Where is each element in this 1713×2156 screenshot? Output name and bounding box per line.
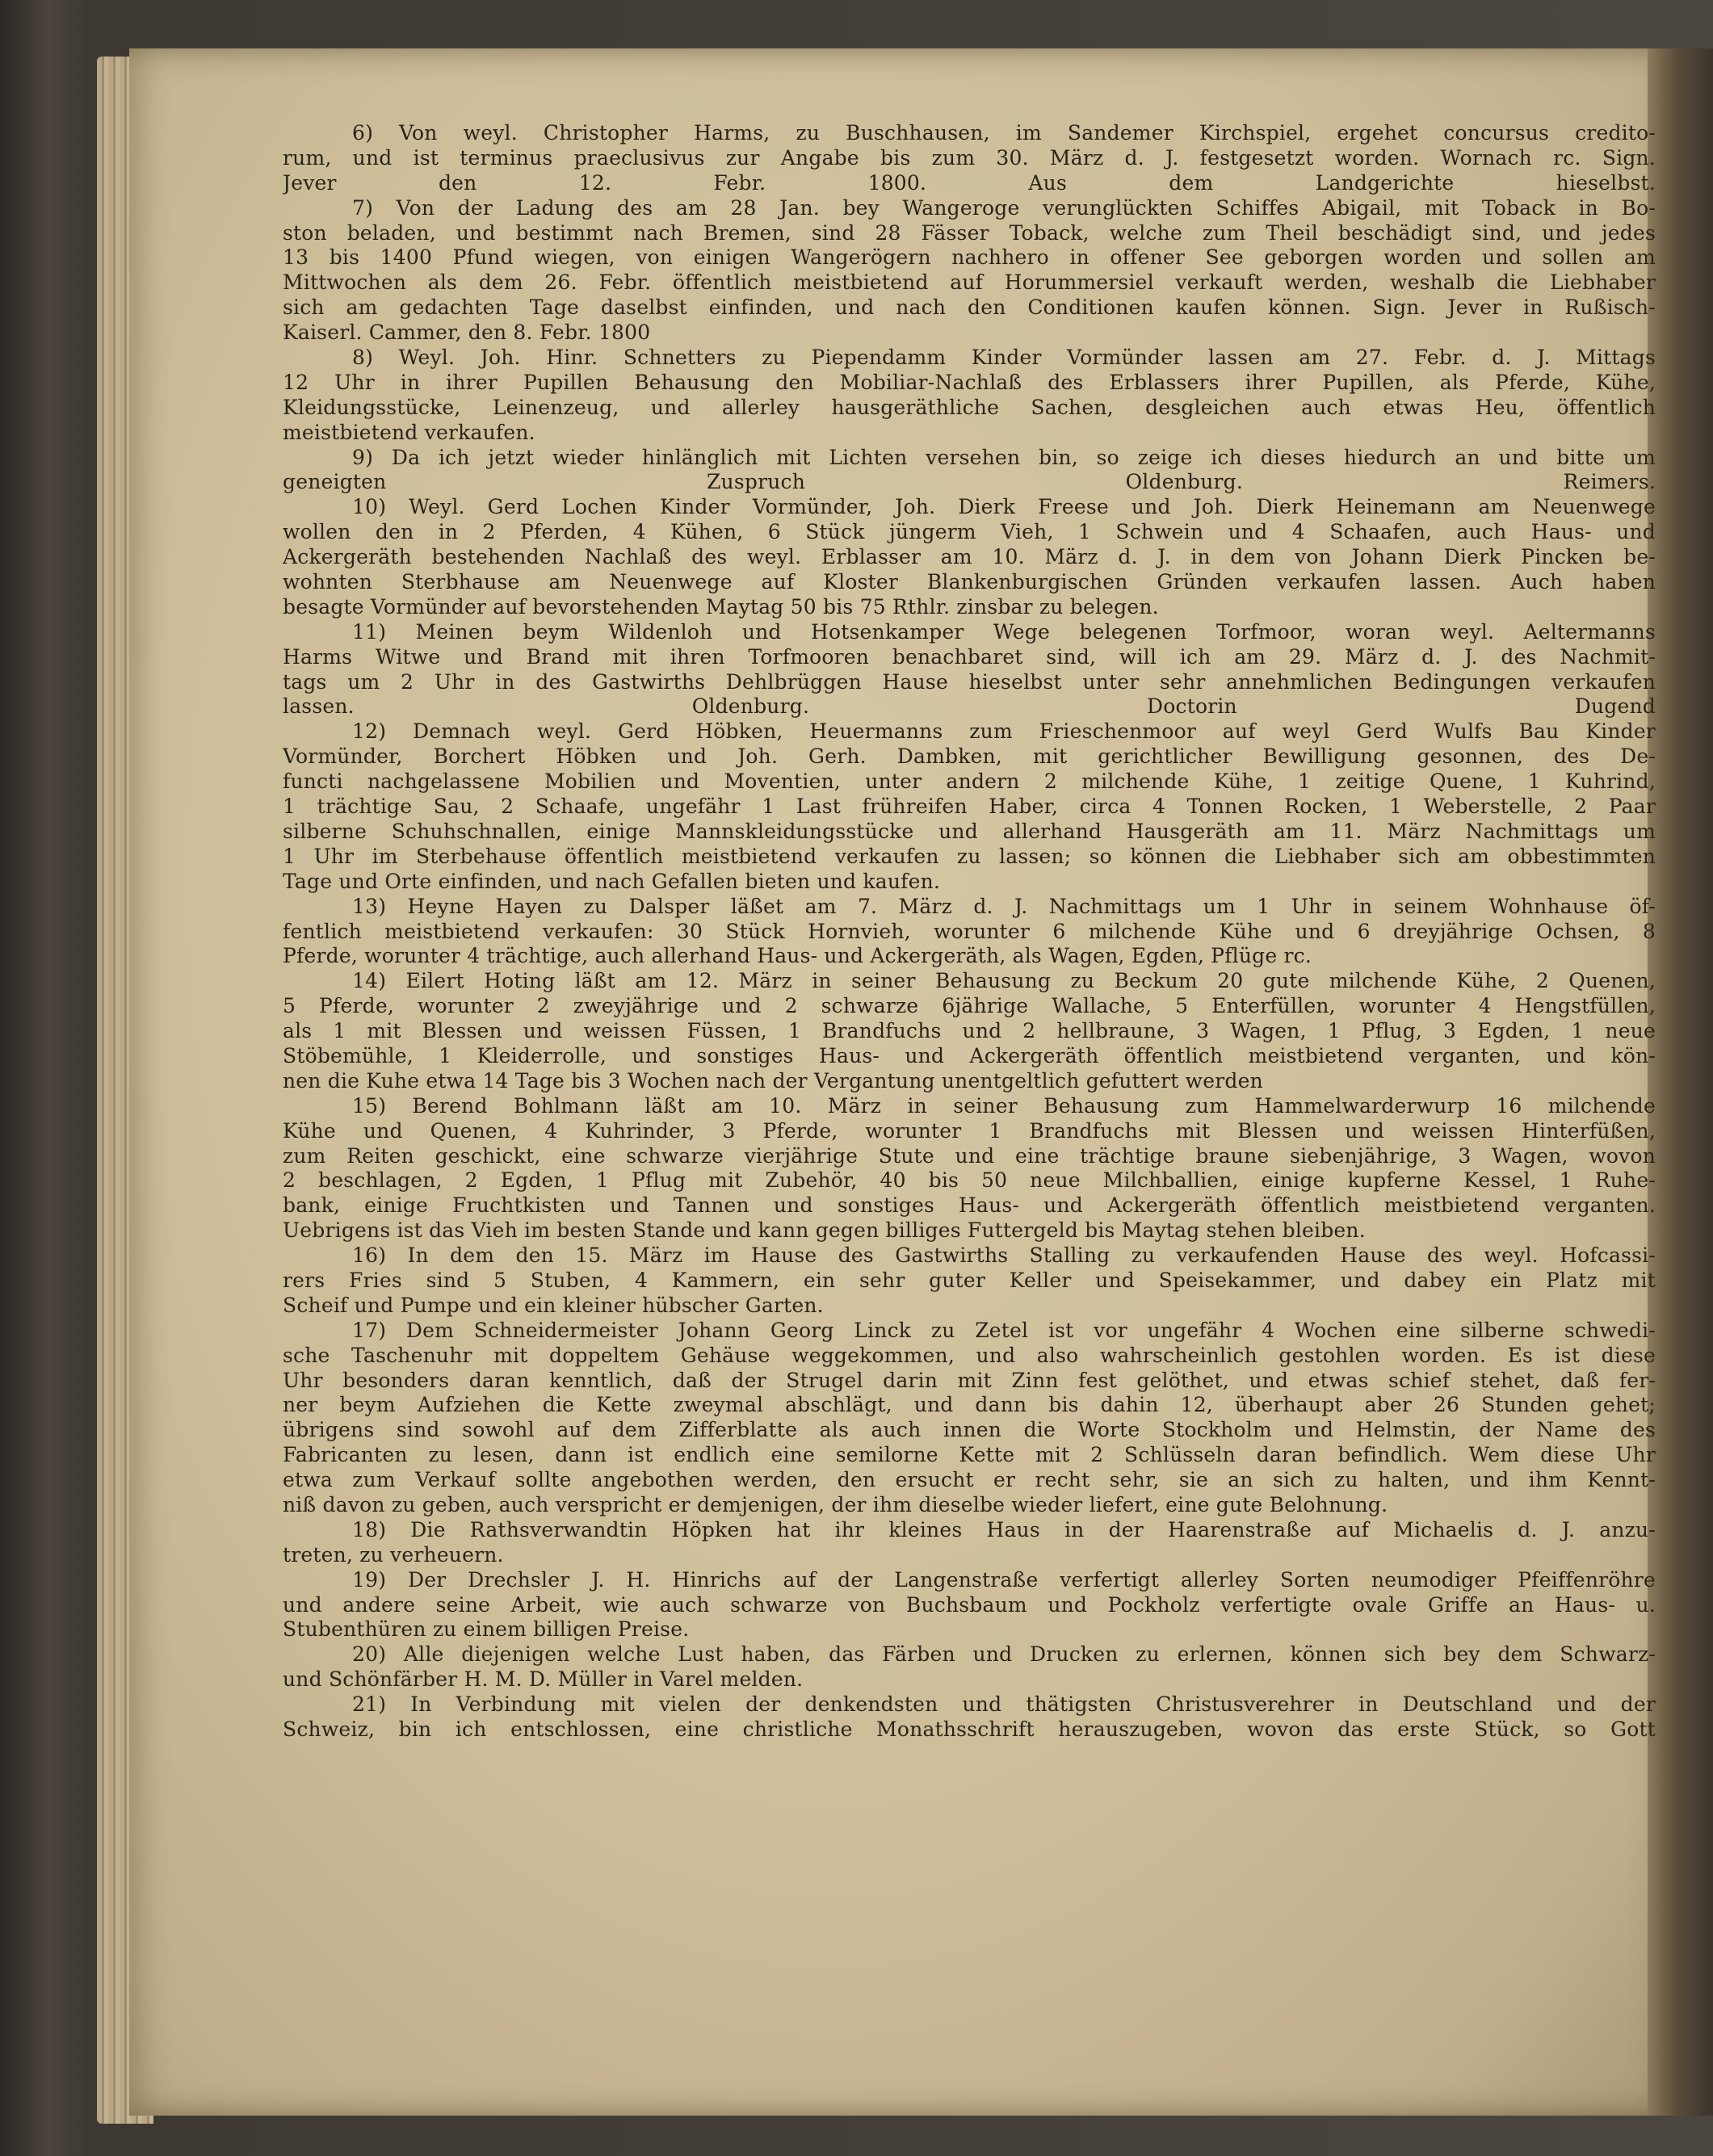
text-line: 7) Von der Ladung des am 28 Jan. bey Wangeroge verunglückten Schiffes Abigail, mit Toback in Bo- [352, 195, 1656, 220]
text-line: Fabricanten zu lesen, dann ist endlich eine semilorne Kette mit 2 Schlüsseln daran befindlich. Wem diese Uhr [283, 1443, 1656, 1467]
text-line: 17) Dem Schneidermeister Johann Georg Linck zu Zetel ist vor ungefähr 4 Wochen eine silberne schwedi- [352, 1318, 1656, 1342]
text-line: 6) Von weyl. Christopher Harms, zu Buschhausen, im Sandemer Kirchspiel, ergehet concursus credito- [352, 121, 1656, 145]
text-line: 14) Eilert Hoting läßt am 12. März in seiner Behausung zu Beckum 20 gute milchende Kühe, 2 Quenen, [352, 969, 1656, 993]
text-line: ner beym Aufziehen die Kette zweymal abschlägt, und dann bis dahin 12, überhaupt aber 26 Stunden gehet; [283, 1393, 1656, 1417]
text-line: 12) Demnach weyl. Gerd Höbken, Heuermanns zum Frieschenmoor auf weyl Gerd Wulfs Bau Kinder [352, 719, 1656, 744]
text-line: geneigten Zuspruch Oldenburg. Reimers. [283, 470, 1656, 494]
text-line: Kühe und Quenen, 4 Kuhrinder, 3 Pferde, worunter 1 Brandfuchs mit Blessen und weissen Hinterfüßen, [283, 1118, 1656, 1143]
text-line: Pferde, worunter 4 trächtige, auch allerhand Haus- und Ackergeräth, als Wagen, Egden, Pflüge rc. [283, 944, 1312, 968]
text-line: wollen den in 2 Pferden, 4 Kühen, 6 Stück jüngerm Vieh, 1 Schwein und 4 Schaafen, auch Haus- und [283, 520, 1656, 544]
text-line: tags um 2 Uhr in des Gastwirths Dehlbrüggen Hause hieselbst unter sehr annehmlichen Bedingungen verkaufen [283, 669, 1656, 694]
text-line: rers Fries sind 5 Stuben, 4 Kammern, ein sehr guter Keller und Speisekammer, und dabey ein Platz mit [283, 1268, 1656, 1292]
text-line: Jever den 12. Febr. 1800. Aus dem Landgerichte hieselbst. [283, 170, 1656, 195]
text-line: Ackergeräth bestehenden Nachlaß des weyl. Erblasser am 10. März d. J. in dem von Johann Dierk Pincken be- [283, 545, 1656, 569]
text-line: 12 Uhr in ihrer Pupillen Behausung den Mobiliar-Nachlaß des Erblassers ihrer Pupillen, als Pferde, Kühe, [283, 370, 1656, 394]
text-line: Mittwochen als dem 26. Febr. öffentlich meistbietend auf Horummersiel verkauft werden, weshalb die Liebhaber [283, 271, 1656, 295]
text-line: übrigens sind sowohl auf dem Zifferblatte als auch innen die Worte Stockholm und Helmstin, der Name des [283, 1418, 1656, 1442]
text-line: und Schönfärber H. M. D. Müller in Varel melden. [283, 1667, 804, 1692]
text-line: zum Reiten geschickt, eine schwarze vierjährige Stute und eine trächtige braune siebenjährige, 3 Wagen, wovon [283, 1143, 1656, 1168]
text-line: 1 trächtige Sau, 2 Schaafe, ungefähr 1 Last frühreifen Haber, circa 4 Tonnen Rocken, 1 Weberstelle, 2 Paar [283, 795, 1656, 819]
text-line: 15) Berend Bohlmann läßt am 10. März in seiner Behausung zum Hammelwarderwurp 16 milchende [352, 1093, 1656, 1118]
text-line: 2 beschlagen, 2 Egden, 1 Pflug mit Zubehör, 40 bis 50 neue Milchballien, einige kupferne Kessel, 1 Ruhe- [283, 1168, 1656, 1193]
text-line: Scheif und Pumpe und ein kleiner hübscher Garten. [283, 1293, 824, 1317]
text-line: als 1 mit Blessen und weissen Füssen, 1 Brandfuchs und 2 hellbraune, 3 Wagen, 1 Pflug, 3 Egden, 1 neue [283, 1019, 1656, 1043]
text-line: 1 Uhr im Sterbehause öffentlich meistbietend verkaufen zu lassen; so können die Liebhaber sich am obbestimmten [283, 844, 1656, 868]
text-line: 21) In Verbindung mit vielen der denkendsten und thätigsten Christusverehrer in Deutschland und der [352, 1693, 1656, 1717]
text-line: Stubenthüren zu einem billigen Preise. [283, 1617, 690, 1642]
text-line: Tage und Orte einfinden, und nach Gefallen bieten und kaufen. [283, 869, 941, 893]
text-line: Stöbemühle, 1 Kleiderrolle, und sonstiges Haus- und Ackergeräth öffentlich meistbietend verganten, und kön- [283, 1043, 1656, 1068]
text-line: sich am gedachten Tage daselbst einfinden, und nach den Conditionen kaufen können. Sign. Jever in Rußisch- [283, 296, 1656, 320]
text-line: rum, und ist terminus praeclusivus zur Angabe bis zum 30. März d. J. festgesetzt worden. Wornach rc. Sign. [283, 145, 1656, 170]
text-line: functi nachgelassene Mobilien und Moventien, unter andern 2 milchende Kühe, 1 zeitige Quene, 1 Kuhrind, [283, 770, 1656, 794]
text-line: silberne Schuhschnallen, einige Mannskleidungsstücke und allerhand Hausgeräth am 11. März Nachmittags um [283, 819, 1656, 843]
text-line: Kaiserl. Cammer, den 8. Febr. 1800 [283, 321, 651, 345]
text-line: 11) Meinen beym Wildenloh und Hotsenkamper Wege belegenen Torfmoor, woran weyl. Aeltermanns [352, 619, 1656, 644]
text-line: 20) Alle diejenigen welche Lust haben, das Färben und Drucken zu erlernen, können sich bey dem Schwarz- [352, 1642, 1656, 1667]
text-line: besagte Vormünder auf bevorstehenden Maytag 50 bis 75 Rthlr. zinsbar zu belegen. [283, 594, 1159, 619]
text-line: Schweiz, bin ich entschlossen, eine christliche Monathsschrift herauszugeben, wovon das erste Stück, so Gott [283, 1718, 1656, 1741]
text-line: ston beladen, und bestimmt nach Bremen, sind 28 Fässer Toback, welche zum Theil beschädigt sind, und jedes [283, 220, 1656, 245]
text-line: meistbietend verkaufen. [283, 420, 535, 444]
text-line: etwa zum Verkauf sollte angebothen werden, den ersucht er recht sehr, sie an sich zu halten, und ihm Kennt- [283, 1468, 1656, 1492]
text-line: Kleidungsstücke, Leinenzeug, und allerley hausgeräthliche Sachen, desgleichen auch etwas Heu, öffentlich [283, 395, 1656, 419]
text-line: 16) In dem den 15. März im Hause des Gastwirths Stalling zu verkaufenden Hause des weyl. Hofcassi- [352, 1244, 1656, 1268]
text-line: niß davon zu geben, auch verspricht er demjenigen, der ihm dieselbe wieder liefert, eine gute Belohnung. [283, 1492, 1388, 1516]
text-line: Harms Witwe und Brand mit ihren Torfmooren benachbaret sind, will ich am 29. März d. J. des Nachmit- [283, 644, 1656, 669]
text-line: Uhr besonders daran kenntlich, daß der Strugel darin mit Zinn fest gelöthet, und etwas schief stehet, daß fer- [283, 1368, 1656, 1392]
book-gutter [1648, 48, 1713, 2116]
text-line: 18) Die Rathsverwandtin Höpken hat ihr kleines Haus in der Haarenstraße auf Michaelis d. J. anzu- [352, 1517, 1656, 1541]
text-line: Uebrigens ist das Vieh im besten Stande und kann gegen billiges Futtergeld bis Maytag stehen bleiben. [283, 1219, 1366, 1243]
text-line: bank, einige Fruchtkisten und Tannen und sonstiges Haus- und Ackergeräth öffentlich meistbietend verganten. [283, 1193, 1656, 1218]
text-line: lassen. Oldenburg. Doctorin Dugend [283, 694, 1656, 719]
text-line: 13) Heyne Hayen zu Dalsper läßet am 7. März d. J. Nachmittags um 1 Uhr in seinem Wohnhause öf- [352, 894, 1656, 918]
text-line: und andere seine Arbeit, wie auch schwarze von Buchsbaum und Pockholz verfertigte ovale Griffe an Haus- u. [283, 1592, 1656, 1617]
text-line: 19) Der Drechsler J. H. Hinrichs auf der Langenstraße verfertigt allerley Sorten neumodiger Pfeiffenröhre [352, 1567, 1656, 1592]
text-line: fentlich meistbietend verkaufen: 30 Stück Hornvieh, worunter 6 milchende Kühe und 6 dreyjährige Ochsen, 8 [283, 919, 1656, 943]
text-line: nen die Kuhe etwa 14 Tage bis 3 Wochen nach der Vergantung unentgeltlich gefuttert werden [283, 1068, 1263, 1093]
text-line: 5 Pferde, worunter 2 zweyjährige und 2 schwarze 6jährige Wallache, 5 Enterfüllen, worunter 4 Hengstfüllen, [283, 994, 1656, 1018]
text-line: 13 bis 1400 Pfund wiegen, von einigen Wangerögern nachhero in offener See geborgen worden und sollen am [283, 245, 1656, 270]
text-line: 9) Da ich jetzt wieder hinlänglich mit Lichten versehen bin, so zeige ich dieses hiedurch an und bitte um [352, 445, 1656, 469]
text-line: treten, zu verheuern. [283, 1542, 504, 1567]
text-line: wohnten Sterbhause am Neuenwege auf Kloster Blankenburgischen Gründen verkaufen lassen. Auch haben [283, 570, 1656, 594]
text-line: sche Taschenuhr mit doppeltem Gehäuse weggekommen, und also wahrscheinlich gestohlen worden. Es ist diese [283, 1343, 1656, 1367]
text-line: 10) Weyl. Gerd Lochen Kinder Vormünder, Joh. Dierk Freese und Joh. Dierk Heinemann am Neuenwege [352, 495, 1656, 519]
text-line: Vormünder, Borchert Höbken und Joh. Gerh. Dambken, mit gerichtlicher Bewilligung gesonnen, des De- [283, 745, 1656, 769]
notice-text-block [283, 121, 1656, 1743]
text-line: 8) Weyl. Joh. Hinr. Schnetters zu Piependamm Kinder Vormünder lassen am 27. Febr. d. J. Mittags [352, 346, 1656, 370]
